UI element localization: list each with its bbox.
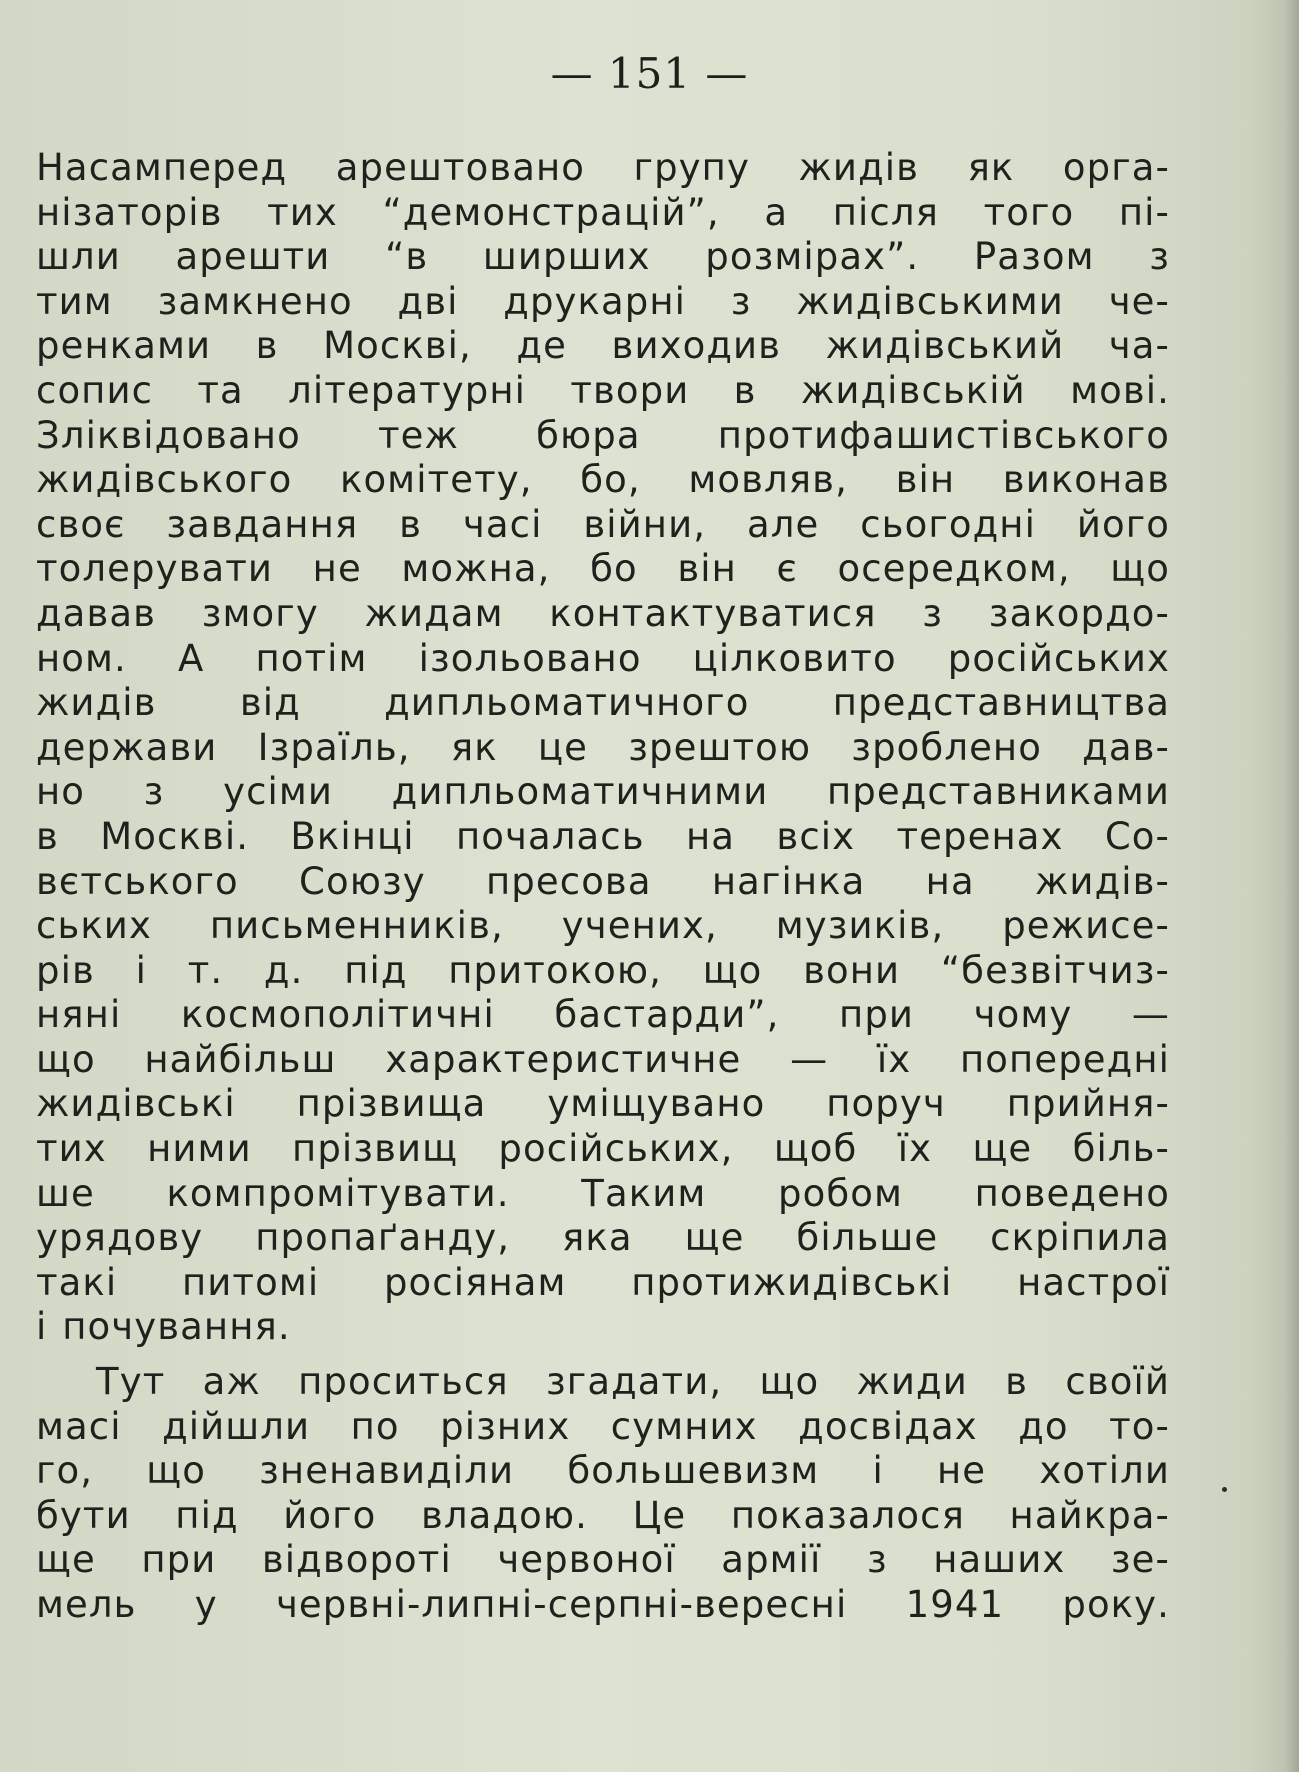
print-speck	[1222, 1487, 1227, 1492]
text-line: рів і т. д. під притокою, що вони “безвітчиз-	[36, 948, 1170, 992]
body-text	[36, 146, 1170, 1628]
text-line: такі питомі росіянам протижидівські настрої	[36, 1260, 1170, 1304]
text-line: ренками в Москві, де виходив жидівський ча-	[36, 324, 1170, 368]
text-line: толерувати не можна, бо він є осередком, що	[36, 547, 1170, 591]
text-line: сопис та літературні твори в жидівській мові.	[36, 368, 1170, 412]
text-line: шли арешти “в ширших розмірах”. Разом з	[36, 235, 1170, 279]
page-number: — 151 —	[550, 49, 749, 98]
text-line: го, що зненавиділи большевизм і не хотіли	[36, 1449, 1170, 1493]
text-line: нізаторів тих “демонстрацій”, а після того пі-	[36, 190, 1170, 234]
text-line: своє завдання в часі війни, але сьогодні його	[36, 502, 1170, 546]
text-line: тих ними прізвищ російських, щоб їх ще біль-	[36, 1127, 1170, 1171]
text-line: ще при відвороті червоної армії з наших зе-	[36, 1538, 1170, 1582]
text-line: бути під його владою. Це показалося найкра-	[36, 1493, 1170, 1537]
text-line: держави Ізраїль, як це зрештою зроблено дав-	[36, 725, 1170, 769]
text-line: няні космополітичні бастарди”, при чому —	[36, 993, 1170, 1037]
text-line: Зліквідовано теж бюра протифашистівського	[36, 413, 1170, 457]
text-line: вєтського Союзу пресова нагінка на жидів-	[36, 859, 1170, 903]
text-line: ше компромітувати. Таким робом поведено	[36, 1171, 1170, 1215]
text-line: урядову пропаґанду, яка ще більше скріпила	[36, 1216, 1170, 1260]
text-line: Насамперед арештовано групу жидів як орга-	[36, 146, 1170, 189]
text-line: ських письменників, учених, музиків, режисе-	[36, 904, 1170, 948]
text-line: тим замкнено дві друкарні з жидівськими че-	[36, 279, 1170, 323]
text-line: давав змогу жидам контактуватися з закордо-	[36, 591, 1170, 635]
text-line: жидівського комітету, бо, мовляв, він виконав	[36, 458, 1170, 502]
text-line: ном. А потім ізольовано цілковито російських	[36, 636, 1170, 680]
text-line: і почування.	[36, 1305, 291, 1349]
text-line: масі дійшли по різних сумних досвідах до то-	[36, 1404, 1170, 1448]
text-line: мель у червні-липні-серпні-вересні 1941 року.	[36, 1583, 1170, 1626]
text-line: жидівські прізвища уміщувано поруч прийня-	[36, 1082, 1170, 1126]
text-line: Тут аж проситься згадати, що жиди в своїй	[96, 1360, 1170, 1404]
text-line: що найбільш характеристичне — їх попередні	[36, 1037, 1170, 1081]
text-line: жидів від дипльоматичного представництва	[36, 681, 1170, 725]
page-edge-shadow	[1285, 0, 1299, 1772]
text-line: но з усіми дипльоматичними представниками	[36, 770, 1170, 814]
text-line: в Москві. Вкінці почалась на всіх теренах Со-	[36, 814, 1170, 858]
